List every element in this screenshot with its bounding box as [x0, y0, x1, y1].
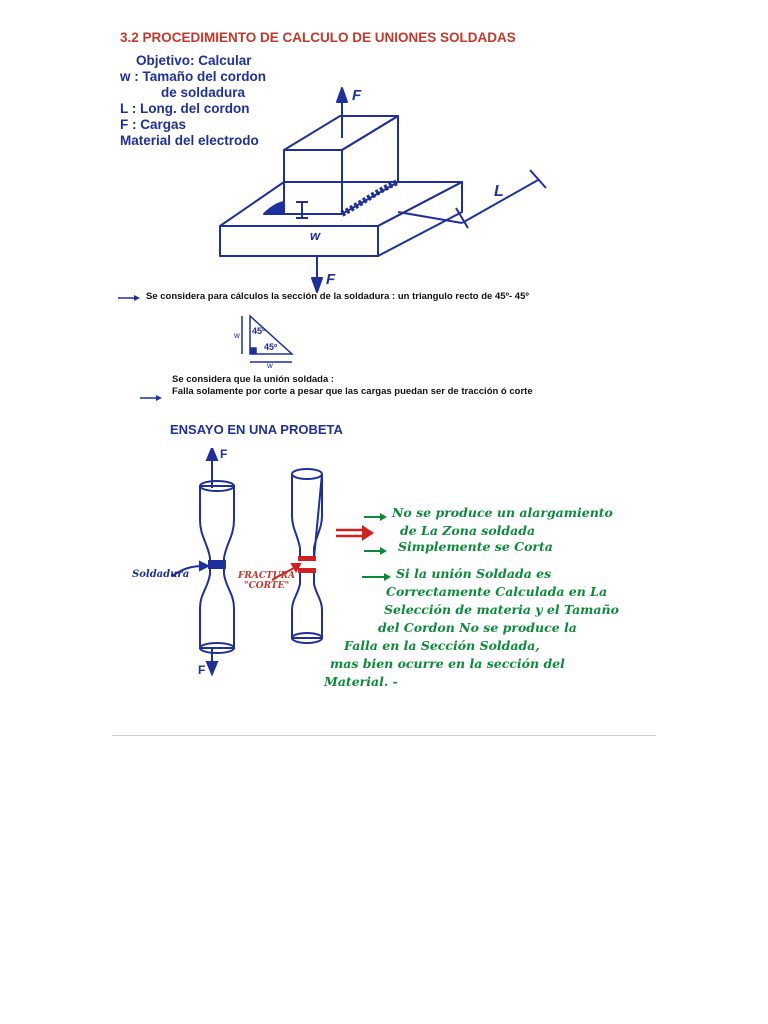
handwritten-line-6: Selección de materia y el Tamaño: [384, 602, 619, 617]
weld-band-left: [208, 560, 226, 569]
fracture-band-bottom: [298, 568, 316, 573]
objective-item-l: L : Long. del cordon: [120, 101, 250, 116]
base-plate-side: [378, 182, 462, 256]
length-label: L: [494, 183, 504, 200]
triangle-angle-top: 45º: [252, 326, 266, 336]
specimen-diagram: [132, 448, 372, 678]
specimen-force-bottom-label: F: [198, 663, 206, 677]
section-heading-ensayo: ENSAYO EN UNA PROBETA: [170, 422, 343, 437]
handwritten-line-4: Si la unión Soldada es: [396, 566, 552, 581]
asterisk-arrow-icon: [364, 510, 388, 524]
document-page: [112, 18, 656, 730]
objective-heading: Objetivo: Calcular: [136, 53, 252, 68]
specimen-right-bottom: [292, 572, 322, 638]
arrow-icon: [118, 294, 142, 302]
handwritten-line-7: del Cordon No se produce la: [378, 620, 577, 635]
handwritten-line-5: Correctamente Calculada en La: [386, 584, 608, 599]
objective-item-w: w : Tamaño del cordon: [120, 69, 267, 84]
fracture-band-top: [298, 556, 316, 561]
weld-fillet-left: [264, 202, 284, 214]
arrow-icon: [364, 544, 388, 558]
triangle-side-label: w: [234, 331, 240, 340]
weld-size-label: w: [310, 228, 321, 243]
label-fractura-line1: FRACTURA: [238, 571, 296, 581]
label-soldadura: Soldadura: [132, 569, 190, 580]
page-title: 3.2 PROCEDIMIENTO DE CALCULO DE UNIONES SOLDADAS: [120, 30, 516, 45]
handwritten-line-2: de La Zona soldada: [400, 523, 536, 538]
objective-item-f: F : Cargas: [120, 117, 187, 132]
handwritten-line-8: Falla en la Sección Soldada,: [344, 638, 540, 653]
force-top-label: F: [352, 87, 362, 104]
triangle-angle-bottom: 45º: [264, 342, 278, 352]
force-bottom-label: F: [326, 271, 336, 288]
triangle-section-diagram: [234, 310, 304, 368]
arrow-icon: [140, 394, 164, 402]
objective-item-material: Material del electrodo: [120, 133, 259, 148]
label-fractura: [238, 571, 295, 591]
handwritten-line-1: No se produce un alargamiento: [392, 505, 613, 520]
weld-joint-diagram: [212, 78, 552, 298]
label-fractura-line2: "CORTE": [243, 581, 290, 591]
base-plate-front: [220, 226, 378, 256]
asterisk-arrow-icon: [362, 570, 392, 584]
handwritten-line-3: Simplemente se Corta: [398, 539, 553, 554]
handwritten-line-9: mas bien ocurre en la sección del: [330, 656, 565, 671]
note-triangle-section: Se considera para cálculos la sección de la soldadura : un triangulo recto de 45º- 45º: [146, 291, 529, 302]
note-union-line2: Falla solamente por corte a pesar que las cargas puedan ser de tracción ó corte: [172, 386, 533, 397]
page-divider: [112, 735, 656, 736]
double-arrow-icon: [336, 524, 376, 544]
note-union-line1: Se considera que la unión soldada :: [172, 374, 335, 385]
objective-item-w-cont: de soldadura: [161, 85, 246, 100]
specimen-right-top: [292, 474, 322, 558]
handwritten-line-10: Material. -: [324, 674, 398, 689]
triangle-base-label: w: [267, 361, 273, 368]
specimen-force-top-label: F: [220, 448, 228, 461]
